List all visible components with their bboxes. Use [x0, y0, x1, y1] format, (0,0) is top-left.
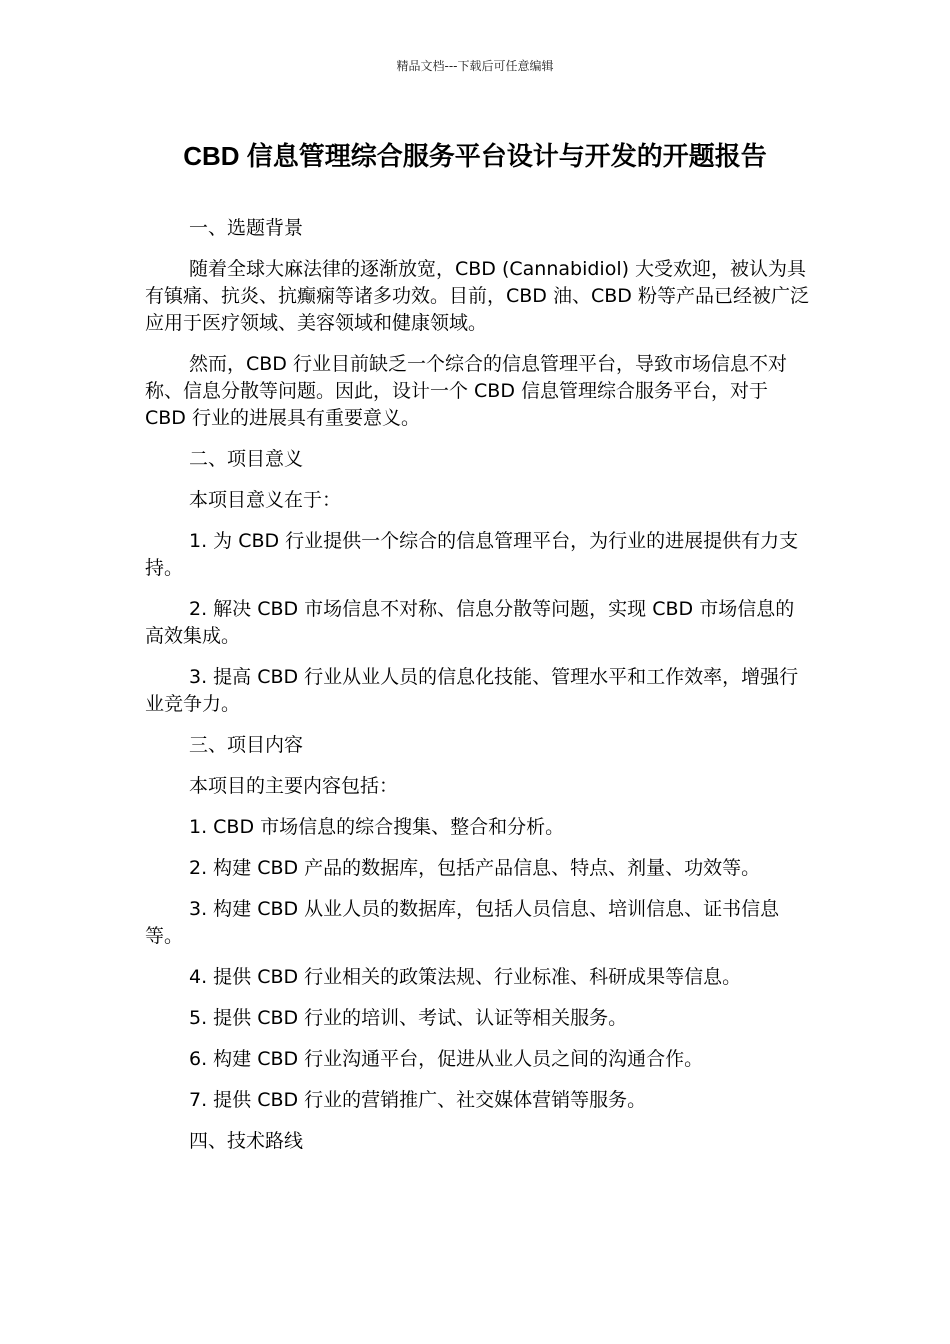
list-item-content-3: 3. 构建 CBD 从业人员的数据库，包括人员信息、培训信息、证书信息等。 [145, 898, 780, 947]
page-header: 精品文档---下载后可任意编辑 [396, 59, 554, 73]
list-item-content-1: 1. CBD 市场信息的综合搜集、整合和分析。 [189, 816, 565, 838]
paragraph-background-1: 随着全球大麻法律的逐渐放宽，CBD (Cannabidiol) 大受欢迎，被认为具有镇痛、抗炎、抗癫痫等诸多功效。目前，CBD 油、CBD 粉等产品已经被广泛应用于医疗领域、美容领域和健康领域。 [145, 258, 809, 334]
section-heading-content: 三、项目内容 [189, 734, 304, 756]
list-item-content-2: 2. 构建 CBD 产品的数据库，包括产品信息、特点、剂量、功效等。 [189, 857, 761, 879]
paragraph-background-2: 然而，CBD 行业目前缺乏一个综合的信息管理平台，导致市场信息不对称、信息分散等问题。因此，设计一个 CBD 信息管理综合服务平台，对于 CBD 行业的进展具有重要意义。 [145, 353, 787, 429]
list-item-content-6: 6. 构建 CBD 行业沟通平台，促进从业人员之间的沟通合作。 [189, 1048, 704, 1070]
paragraph-significance-intro: 本项目意义在于： [189, 489, 342, 511]
section-heading-background: 一、选题背景 [189, 217, 304, 239]
section-heading-technical-route: 四、技术路线 [189, 1130, 304, 1152]
list-item-significance-2: 2. 解决 CBD 市场信息不对称、信息分散等问题，实现 CBD 市场信息的高效集成。 [145, 598, 795, 647]
document-title: CBD 信息管理综合服务平台设计与开发的开题报告 [183, 141, 767, 171]
list-item-significance-3: 3. 提高 CBD 行业从业人员的信息化技能、管理水平和工作效率，增强行业竞争力。 [145, 666, 799, 715]
list-item-significance-1: 1. 为 CBD 行业提供一个综合的信息管理平台，为行业的进展提供有力支持。 [145, 530, 799, 579]
document-body [145, 215, 810, 1169]
list-item-content-4: 4. 提供 CBD 行业相关的政策法规、行业标准、科研成果等信息。 [189, 966, 742, 988]
list-item-content-5: 5. 提供 CBD 行业的培训、考试、认证等相关服务。 [189, 1007, 628, 1029]
list-item-content-7: 7. 提供 CBD 行业的营销推广、社交媒体营销等服务。 [189, 1089, 647, 1111]
paragraph-content-intro: 本项目的主要内容包括： [189, 775, 399, 797]
section-heading-significance: 二、项目意义 [189, 448, 304, 470]
